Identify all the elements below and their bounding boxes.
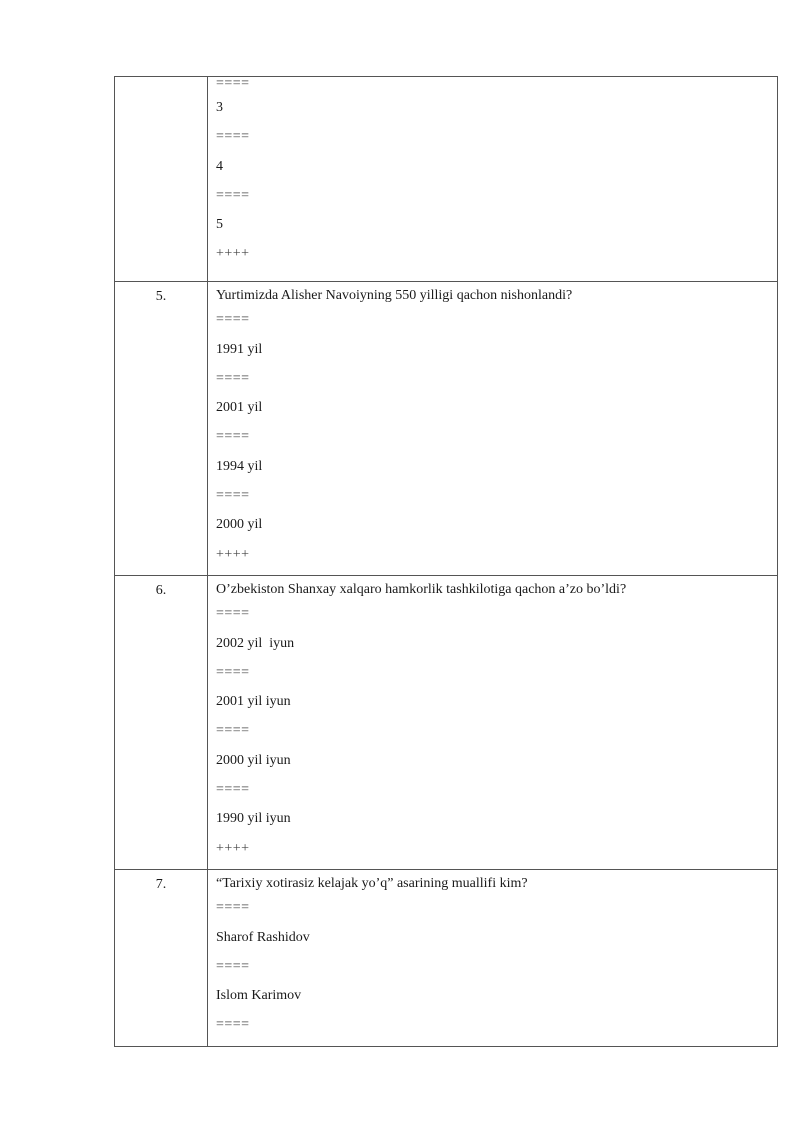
answer-option: 1991 yil <box>216 341 263 357</box>
question-number: 7. <box>155 877 167 892</box>
question-text: Yurtimizda Alisher Navoiyning 550 yilligi qachon nishonlandi? <box>216 288 573 303</box>
question-number: 5. <box>155 289 167 304</box>
option-separator: ==== <box>216 187 250 203</box>
question-end-marker: ++++ <box>216 246 250 262</box>
answer-option: 2001 yil iyun <box>216 694 291 710</box>
answer-option: 3 <box>216 100 223 115</box>
answer-option: 2001 yil <box>216 400 263 416</box>
option-separator: ==== <box>216 664 250 680</box>
question-body-cell <box>208 576 778 870</box>
option-separator: ==== <box>216 1017 250 1033</box>
option-separator: ==== <box>216 900 250 916</box>
option-separator: ==== <box>216 606 250 622</box>
question-body-cell <box>208 870 778 1047</box>
option-separator: ==== <box>216 370 250 386</box>
answer-option: 4 <box>216 158 223 174</box>
option-separator: ==== <box>216 312 250 328</box>
option-separator: ==== <box>216 76 250 91</box>
question-body-cell <box>208 77 778 282</box>
test-questions-table <box>114 76 778 1047</box>
question-end-marker: ++++ <box>216 840 250 856</box>
answer-option: 1994 yil <box>216 458 263 474</box>
table-row <box>115 77 778 282</box>
table-row <box>115 282 778 576</box>
answer-option: 2002 yil iyun <box>216 635 295 651</box>
question-number-cell <box>115 576 208 870</box>
answer-option: Sharof Rashidov <box>216 929 310 945</box>
option-separator: ==== <box>216 129 250 145</box>
answer-option: 1990 yil iyun <box>216 811 291 827</box>
answer-option: 2000 yil iyun <box>216 752 291 768</box>
table-row <box>115 870 778 1047</box>
option-separator: ==== <box>216 723 250 739</box>
question-number-cell <box>115 870 208 1047</box>
question-text: O’zbekiston Shanxay xalqaro hamkorlik tashkilotiga qachon a’zo bo’ldi? <box>216 582 627 597</box>
answer-option: Islom Karimov <box>216 988 302 1004</box>
question-text: “Tarixiy xotirasiz kelajak yo’q” asarining muallifi kim? <box>216 876 528 891</box>
table-row <box>115 576 778 870</box>
option-separator: ==== <box>216 958 250 974</box>
question-number-cell <box>115 282 208 576</box>
question-number-cell <box>115 77 208 282</box>
option-separator: ==== <box>216 782 250 798</box>
question-body-cell <box>208 282 778 576</box>
question-end-marker: ++++ <box>216 546 250 562</box>
question-number: 6. <box>155 583 167 598</box>
answer-option: 2000 yil <box>216 517 263 533</box>
answer-option: 5 <box>216 217 223 233</box>
option-separator: ==== <box>216 429 250 445</box>
option-separator: ==== <box>216 488 250 504</box>
